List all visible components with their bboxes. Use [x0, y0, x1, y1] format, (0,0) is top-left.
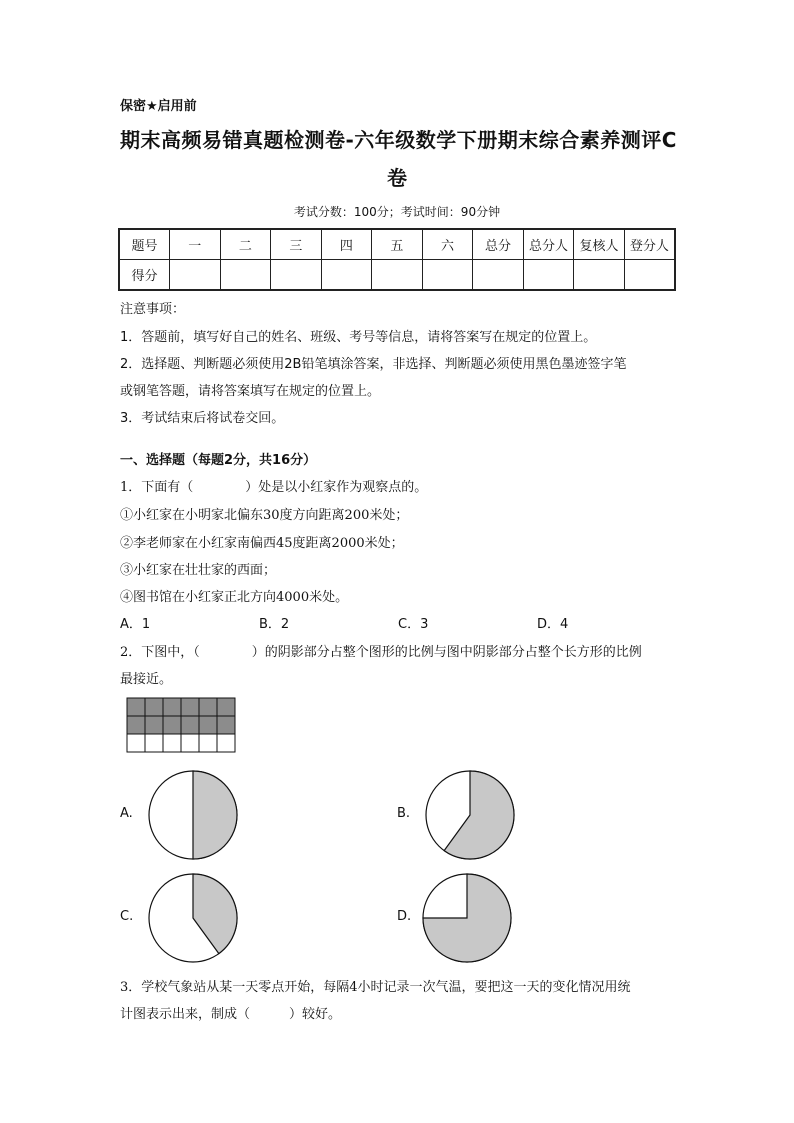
- q1-option-d[interactable]: D．4: [537, 617, 569, 632]
- score-header-cell: 登分人: [624, 229, 675, 260]
- q2-option-c-label[interactable]: C.: [120, 909, 134, 924]
- grid-cell: [181, 698, 199, 716]
- note-item: 1．答题前，填写好自己的姓名、班级、考号等信息，请将答案写在规定的位置上。: [120, 330, 597, 345]
- score-header-cell: 总分: [473, 229, 524, 260]
- q1-statement: ③小红家在壮壮家的西面；: [120, 563, 277, 578]
- grid-cell: [145, 698, 163, 716]
- q1-statement: ②李老师家在小红家南偏西45度距离2000米处；: [120, 536, 404, 551]
- q1-statement: ④图书馆在小红家正北方向4000米处。: [120, 590, 349, 605]
- q1-statement: ①小红家在小明家北偏东30度方向距离200米处；: [120, 508, 409, 523]
- score-header-cell: 二: [220, 229, 271, 260]
- grid-cell: [181, 716, 199, 734]
- score-header-cell: 四: [321, 229, 372, 260]
- score-input-cell[interactable]: [271, 260, 322, 291]
- q2-grid-figure: [126, 697, 238, 753]
- q2-pie-a[interactable]: [147, 769, 239, 861]
- grid-cell: [127, 698, 145, 716]
- exam-title-line2: 卷: [387, 166, 407, 190]
- grid-cell: [217, 716, 235, 734]
- q2-pie-b[interactable]: [424, 769, 516, 861]
- grid-cell: [181, 734, 199, 752]
- confidential-mark: 保密★启用前: [120, 99, 197, 114]
- score-input-cell[interactable]: [170, 260, 221, 291]
- pie-shaded-slice: [193, 771, 237, 859]
- score-header-cell: 五: [372, 229, 423, 260]
- grid-cell: [199, 716, 217, 734]
- score-input-cell[interactable]: [624, 260, 675, 291]
- score-table-header-row: [119, 229, 675, 260]
- grid-cell: [199, 698, 217, 716]
- grid-cell: [217, 734, 235, 752]
- score-input-cell[interactable]: [422, 260, 473, 291]
- grid-cell: [145, 734, 163, 752]
- score-input-cell[interactable]: [523, 260, 574, 291]
- q2-option-b-label[interactable]: B.: [397, 806, 411, 821]
- q3-stem-line1: 3．学校气象站从某一天零点开始，每隔4小时记录一次气温，要把这一天的变化情况用统: [120, 980, 631, 995]
- score-table-score-row: [119, 260, 675, 291]
- grid-cell: [217, 698, 235, 716]
- grid-cell: [145, 716, 163, 734]
- score-input-cell[interactable]: [220, 260, 271, 291]
- note-item: 或钢笔答题，请将答案填写在规定的位置上。: [120, 384, 381, 399]
- exam-title-line1: 期末高频易错真题检测卷-六年级数学下册期末综合素养测评C: [120, 128, 677, 152]
- q2-option-a-label[interactable]: A.: [120, 806, 133, 821]
- score-header-cell: 题号: [119, 229, 170, 260]
- q2-pie-d[interactable]: [421, 872, 513, 964]
- score-row-label: 得分: [119, 260, 170, 291]
- q2-stem-line2: 最接近。: [120, 672, 173, 687]
- q1-option-b[interactable]: B．2: [259, 617, 290, 632]
- score-header-cell: 总分人: [523, 229, 574, 260]
- grid-cell: [127, 734, 145, 752]
- score-input-cell[interactable]: [574, 260, 625, 291]
- q2-stem-line1: 2．下图中，（ ）的阴影部分占整个图形的比例与图中阴影部分占整个长方形的比例: [120, 645, 642, 660]
- q1-stem: 1．下面有（ ）处是以小红家作为观察点的。: [120, 480, 428, 495]
- score-header-cell: 复核人: [574, 229, 625, 260]
- score-table: [118, 228, 676, 291]
- q3-stem-line2: 计图表示出来，制成（ ）较好。: [120, 1007, 342, 1022]
- grid-cell: [163, 716, 181, 734]
- score-input-cell[interactable]: [372, 260, 423, 291]
- grid-cell: [163, 698, 181, 716]
- section-title: 一、选择题（每题2分，共16分）: [120, 453, 317, 468]
- q1-option-c[interactable]: C．3: [398, 617, 429, 632]
- score-header-cell: 六: [422, 229, 473, 260]
- q2-option-d-label[interactable]: D.: [397, 909, 412, 924]
- score-header-cell: 一: [170, 229, 221, 260]
- grid-cell: [163, 734, 181, 752]
- score-input-cell[interactable]: [473, 260, 524, 291]
- exam-info: 考试分数：100分；考试时间：90分钟: [293, 205, 501, 219]
- note-item: 2．选择题、判断题必须使用2B铅笔填涂答案，非选择、判断题必须使用黑色墨迹签字笔: [120, 357, 627, 372]
- note-item: 3．考试结束后将试卷交回。: [120, 411, 285, 426]
- grid-cell: [199, 734, 217, 752]
- grid-cell: [127, 716, 145, 734]
- notes-title: 注意事项：: [120, 302, 186, 317]
- q1-option-a[interactable]: A．1: [120, 617, 151, 632]
- score-input-cell[interactable]: [321, 260, 372, 291]
- score-header-cell: 三: [271, 229, 322, 260]
- q2-pie-c[interactable]: [147, 872, 239, 964]
